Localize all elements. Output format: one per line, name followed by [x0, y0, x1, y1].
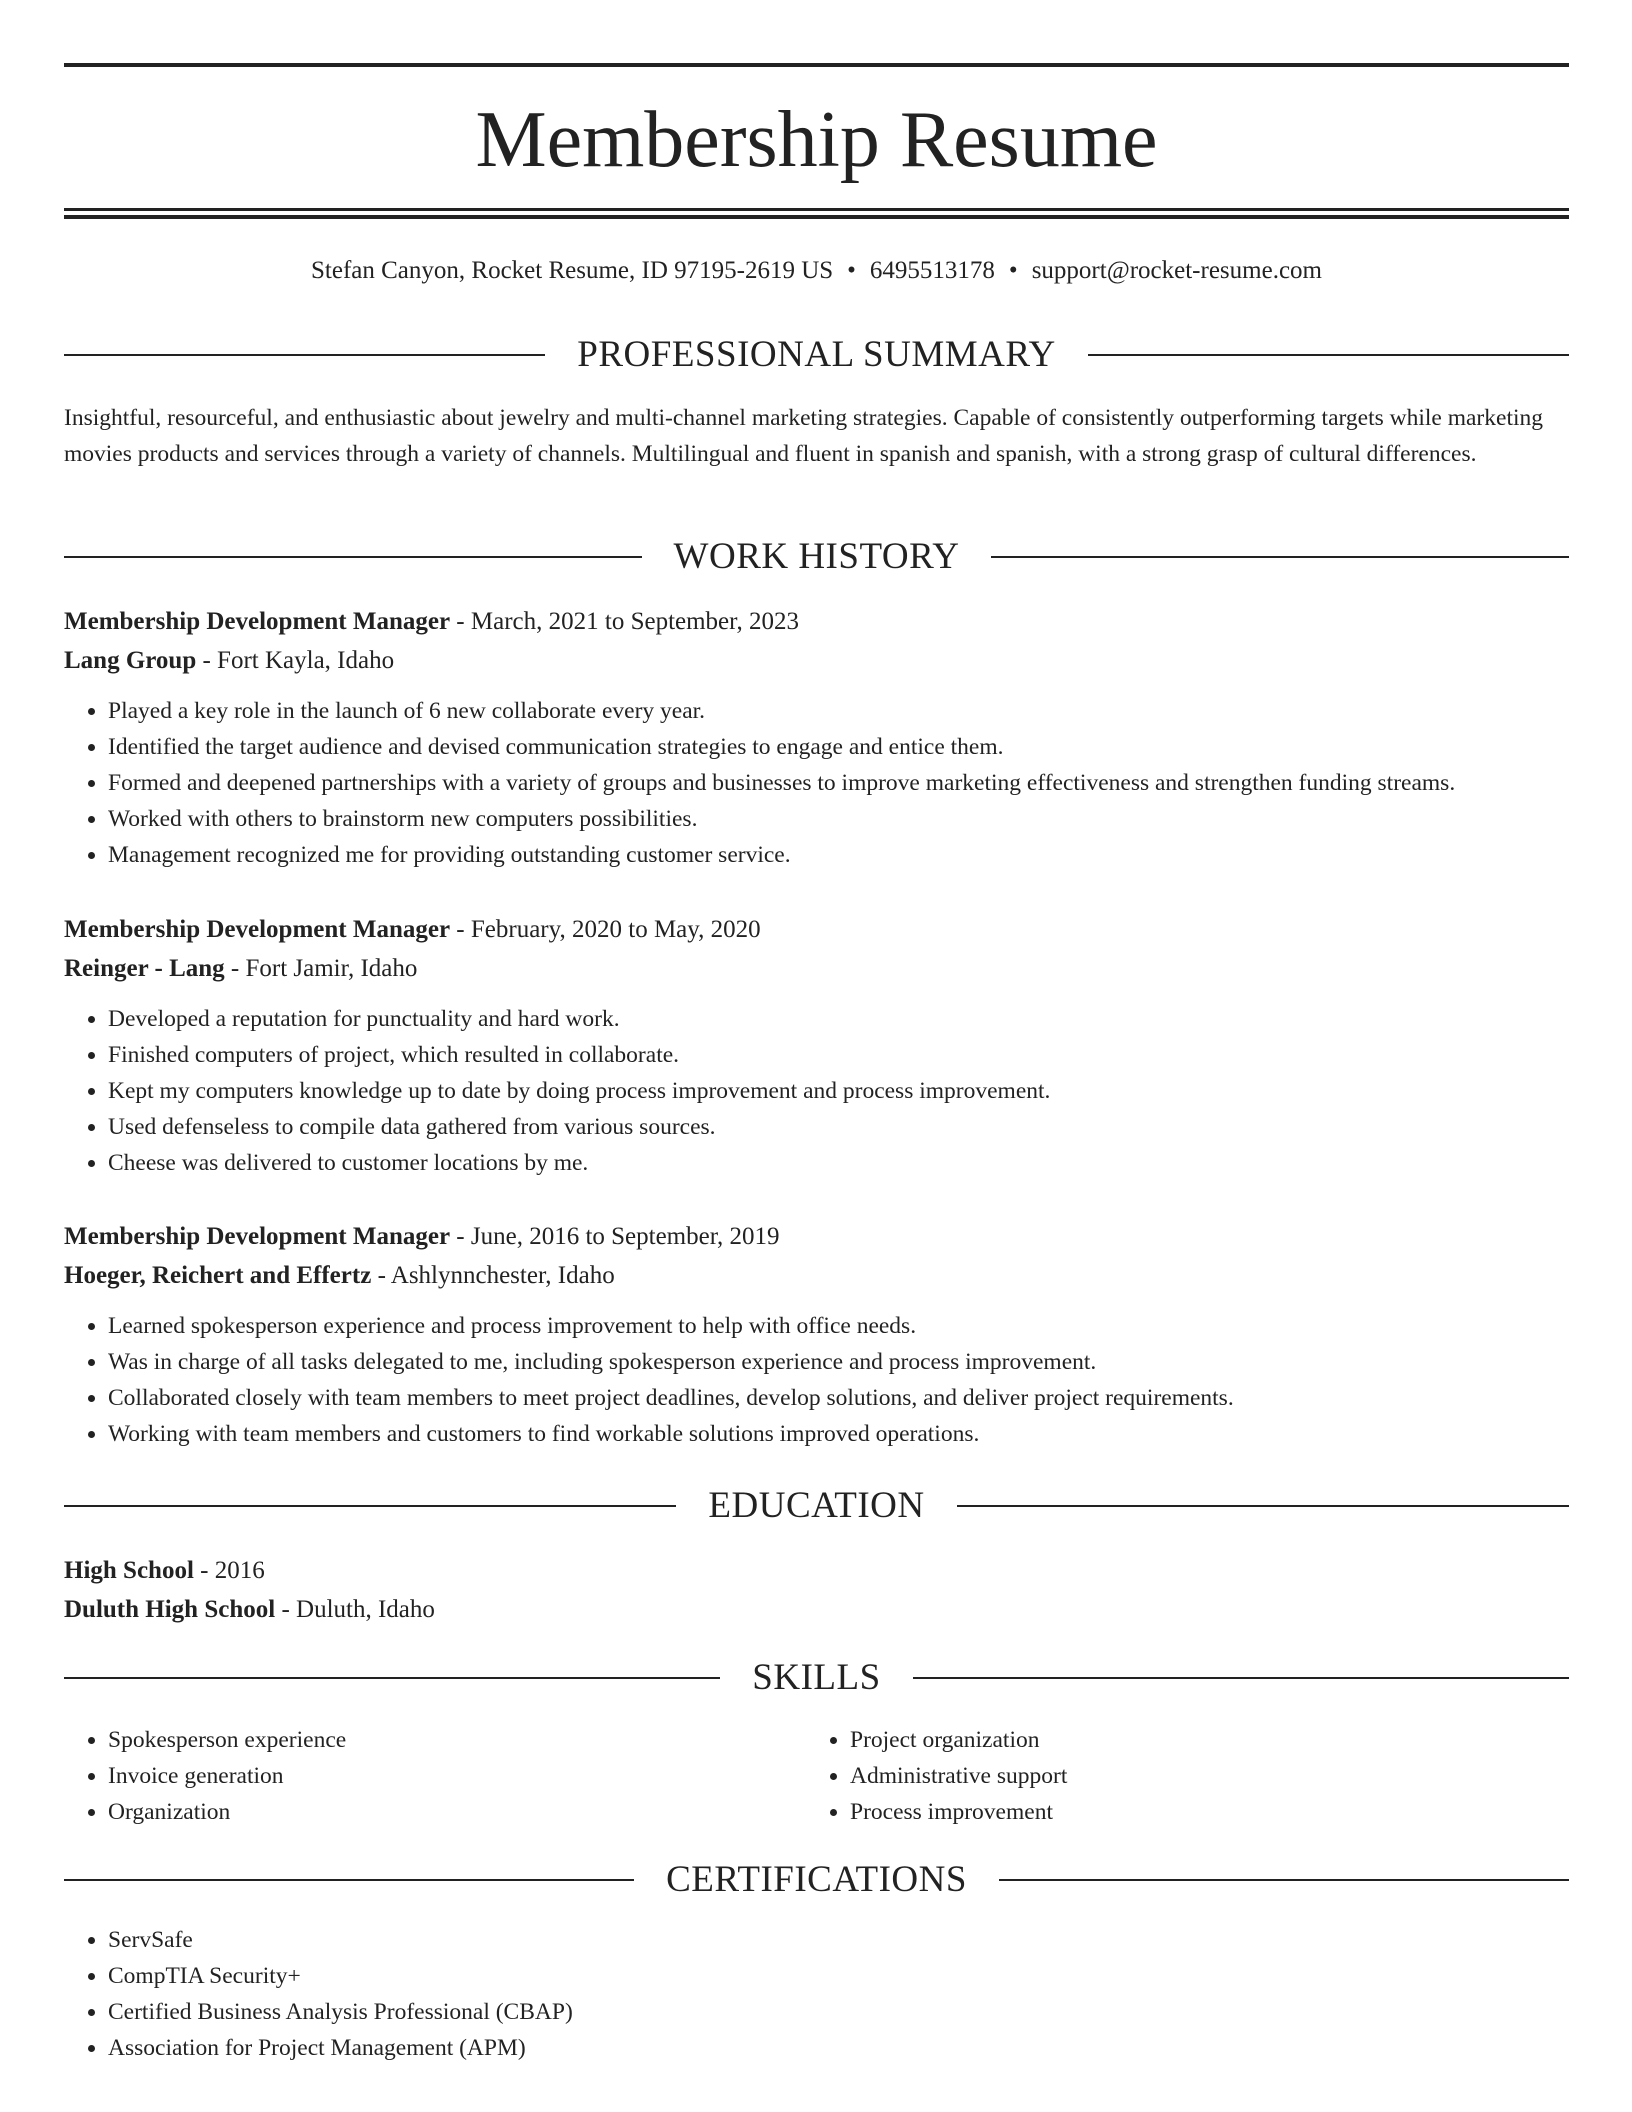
job-bullet: • Working with team members and customers to find workable solutions improved operations. [108, 1416, 1569, 1452]
job-bullet: • Formed and deepened partnerships with a variety of groups and businesses to improve marketing effectiveness and strengthen funding streams. [108, 765, 1569, 801]
job-dates: - February, 2020 to May, 2020 [450, 916, 761, 943]
job-location: - Fort Kayla, Idaho [196, 647, 395, 674]
heading-rule [999, 1879, 1569, 1881]
job-bullets [64, 1308, 1569, 1452]
job-dates: - March, 2021 to September, 2023 [450, 608, 799, 635]
job-title-line [64, 1217, 1569, 1256]
job-bullet: • Management recognized me for providing outstanding customer service. [108, 837, 1569, 873]
certifications-block [64, 1909, 1569, 2066]
section-title: EDUCATION [708, 1485, 925, 1526]
skill-item: • Invoice generation [108, 1758, 346, 1794]
job-bullet: • Learned spokesperson experience and process improvement to help with office needs. [108, 1308, 1569, 1344]
heading-rule [64, 556, 642, 558]
certification-item: • Association for Project Management (APM) [108, 2030, 1569, 2066]
heading-rule [913, 1677, 1569, 1679]
job-title-line [64, 910, 1569, 949]
education-school: Duluth High School [64, 1596, 276, 1623]
job-bullets [64, 693, 1569, 873]
job-title-line [64, 602, 1569, 641]
job-bullet: • Played a key role in the launch of 6 new collaborate every year. [108, 693, 1569, 729]
heading-rule [64, 354, 545, 356]
job-title: Membership Development Manager [64, 608, 451, 635]
job-company-line [64, 641, 1569, 680]
contact-line [64, 253, 1569, 289]
job-bullets [64, 1001, 1569, 1181]
job-title: Membership Development Manager [64, 1223, 451, 1250]
contact-email: support@rocket-resume.com [1031, 257, 1322, 284]
resume-title: Membership Resume [475, 96, 1158, 184]
education-year: - 2016 [193, 1557, 265, 1584]
job-bullet: • Identified the target audience and devised communication strategies to engage and entice them. [108, 729, 1569, 765]
title-rule-lower [64, 215, 1569, 219]
job-location: - Fort Jamir, Idaho [224, 955, 418, 982]
certification-item: • CompTIA Security+ [108, 1958, 1569, 1994]
heading-rule [957, 1505, 1569, 1507]
section-title: CERTIFICATIONS [666, 1859, 967, 1900]
skill-item: • Process improvement [850, 1794, 1067, 1830]
job-company-line [64, 949, 1569, 988]
certification-item: • Certified Business Analysis Professional (CBAP) [108, 1994, 1569, 2030]
skills-list [806, 1722, 1067, 1830]
job-title: Membership Development Manager [64, 916, 451, 943]
section-heading-work-history [64, 532, 1569, 582]
education-degree-line [64, 1551, 1569, 1590]
job-company: Hoeger, Reichert and Effertz [64, 1262, 372, 1289]
heading-rule [64, 1879, 634, 1881]
job-bullet: • Collaborated closely with team members to meet project deadlines, develop solutions, and deliver project requirements. [108, 1380, 1569, 1416]
section-title: SKILLS [752, 1657, 881, 1698]
job-company: Lang Group [64, 647, 197, 674]
job-dates: - June, 2016 to September, 2019 [450, 1223, 780, 1250]
heading-rule [64, 1505, 676, 1507]
certification-item: • ServSafe [108, 1922, 1569, 1958]
job-bullet: • Cheese was delivered to customer locations by me. [108, 1145, 1569, 1181]
skills-column-left [64, 1722, 346, 1830]
skill-item: • Spokesperson experience [108, 1722, 346, 1758]
education-school-line [64, 1590, 1569, 1629]
job-bullet: • Kept my computers knowledge up to date by doing process improvement and process improvement. [108, 1073, 1569, 1109]
contact-phone: 6495513178 [869, 257, 995, 284]
section-heading-education [64, 1481, 1569, 1531]
skills-column-right [806, 1722, 1067, 1830]
skill-item: • Organization [108, 1794, 346, 1830]
contact-address: Stefan Canyon, Rocket Resume, ID 97195-2619 US [311, 257, 834, 284]
skills-list [64, 1722, 346, 1830]
job-location: - Ashlynnchester, Idaho [371, 1262, 615, 1289]
skill-item: • Administrative support [850, 1758, 1067, 1794]
section-heading-certifications [64, 1855, 1569, 1905]
heading-rule [1088, 354, 1569, 356]
job-bullet: • Finished computers of project, which resulted in collaborate. [108, 1037, 1569, 1073]
contact-separator: • [847, 257, 856, 284]
education-location: - Duluth, Idaho [275, 1596, 435, 1623]
title-rule-upper [64, 208, 1569, 211]
heading-rule [991, 556, 1569, 558]
top-rule [64, 63, 1569, 67]
education-entry [64, 1551, 1569, 1629]
section-title: PROFESSIONAL SUMMARY [577, 334, 1056, 375]
skill-item: • Project organization [850, 1722, 1067, 1758]
education-degree: High School [64, 1557, 194, 1584]
section-heading-skills [64, 1653, 1569, 1703]
job-entry [64, 910, 1569, 1181]
job-bullet: • Used defenseless to compile data gathered from various sources. [108, 1109, 1569, 1145]
contact-separator: • [1008, 257, 1018, 284]
section-heading-summary [64, 330, 1569, 380]
section-title: WORK HISTORY [673, 536, 960, 577]
job-bullet: • Was in charge of all tasks delegated to me, including spokesperson experience and process improvement. [108, 1344, 1569, 1380]
heading-rule [64, 1677, 720, 1679]
job-bullet: • Worked with others to brainstorm new computers possibilities. [108, 801, 1569, 837]
job-company-line [64, 1256, 1569, 1295]
summary-text: Insightful, resourceful, and enthusiastic about jewelry and multi-channel marketing strategies. Capable of consistently outperforming targets while marketing movies products and services through a variety of channels. Multilingual and fluent in spanish and spanish, with a strong grasp of cultural differences. [64, 405, 1543, 467]
job-bullet: • Developed a reputation for punctuality and hard work. [108, 1001, 1569, 1037]
job-entry [64, 1217, 1569, 1452]
job-company: Reinger - Lang [64, 955, 225, 982]
job-entry [64, 602, 1569, 873]
certifications-list [64, 1922, 1569, 2066]
